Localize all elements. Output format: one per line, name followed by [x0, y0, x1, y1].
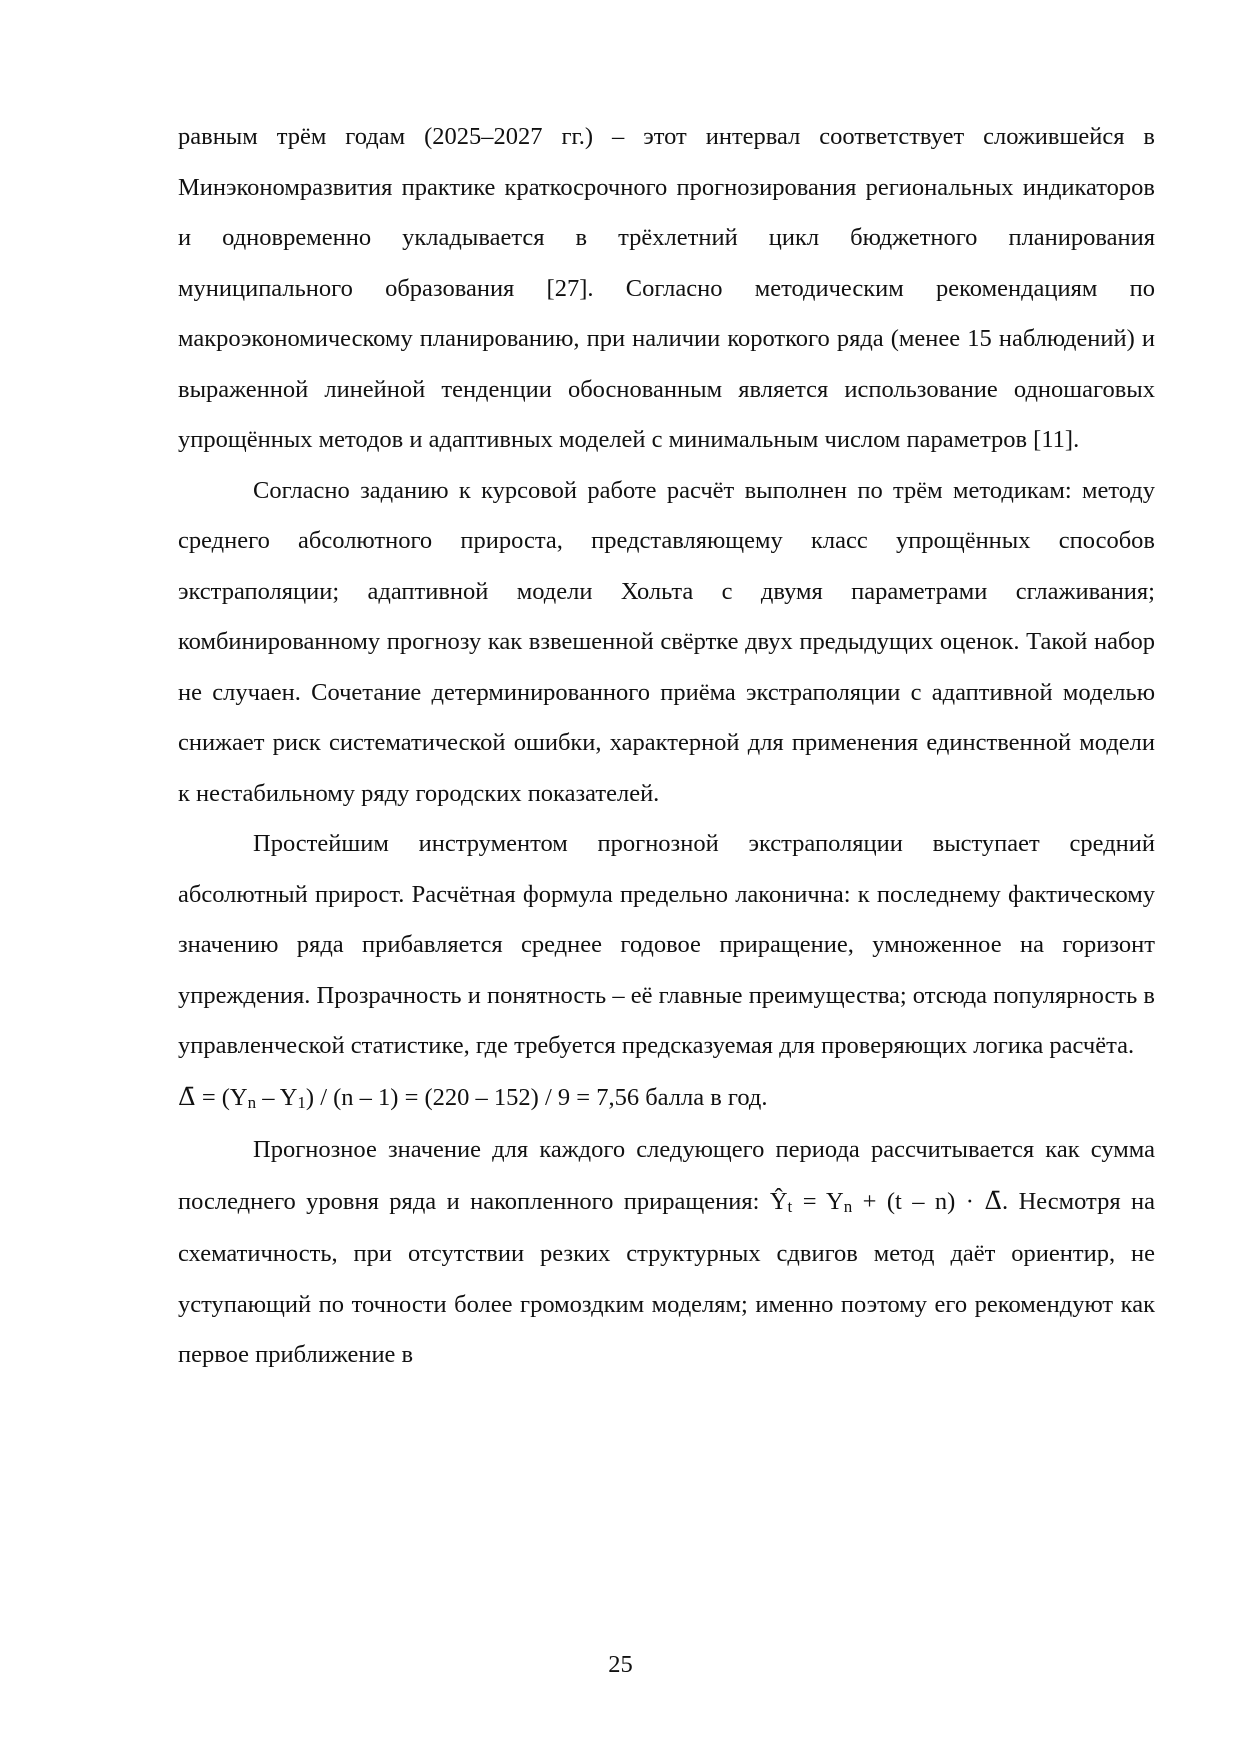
forecast-subscript: n [843, 1196, 853, 1216]
formula-average-growth [178, 1072, 1155, 1126]
paragraph-forecast-text: . Несмотря на схематичность, при отсутствии резких структурных сдвигов метод даёт ориентир, не уступающий по точности более громоздким моделям; именно поэтому его рекомендуют как первое приближение в [178, 1187, 1155, 1368]
paragraph-average-growth: Простейшим инструментом прогнозной экстраполяции выступает средний абсолютный прирост. Расчётная формула предельно лаконична: к последнему фактическому значению ряда прибавляется среднее годовое приращение, умноженное на горизонт упреждения. Прозрачность и понятность – её главные преимущества; отсюда популярность в управленческой статистике, где требуется предсказуемая для проверяющих логика расчёта. [178, 830, 1155, 1059]
paragraph-forecast [178, 1125, 1155, 1381]
formula-subscript: 1 [297, 1092, 306, 1112]
formula-subscript: n [247, 1092, 257, 1112]
forecast-subscript: t [787, 1196, 793, 1216]
page-number: 25 [608, 1651, 633, 1678]
paragraph-forecast-text: + (t – n) · [852, 1187, 985, 1215]
paragraph-forecast-text: Прогнозное значение для каждого следующего периода рассчитывается как сумма последнего уровня ряда и накопленного приращения: Ŷ [178, 1136, 1155, 1215]
formula-part: – Y [256, 1083, 298, 1111]
formula-part: ) / (n – 1) = (220 – 152) / 9 = 7,56 балла в год. [305, 1083, 768, 1111]
document-page [178, 112, 1155, 1381]
paragraph-intro: равным трём годам (2025–2027 гг.) – этот интервал соответствует сложившейся в Минэкономразвития практике краткосрочного прогнозирования региональных индикаторов и одновременно укладывается в трёхлетний цикл бюджетного планирования муниципального образования [27]. Согласно методическим рекомендациям по макроэкономическому планированию, при наличии короткого ряда (менее 15 наблюдений) и выраженной линейной тенденции обоснованным является использование одношаговых упрощённых методов и адаптивных моделей с минимальным числом параметров [11]. [178, 123, 1155, 453]
delta-symbol: Δ̄ [178, 1081, 196, 1111]
paragraph-methods: Согласно заданию к курсовой работе расчёт выполнен по трём методикам: методу среднего абсолютного прироста, представляющему класс упрощённых способов экстраполяции; адаптивной модели Хольта с двумя параметрами сглаживания; комбинированному прогнозу как взвешенной свёртке двух предыдущих оценок. Такой набор не случаен. Сочетание детерминированного приёма экстраполяции с адаптивной моделью снижает риск систематической ошибки, характерной для применения единственной модели к нестабильному ряду городских показателей. [178, 476, 1155, 807]
paragraph-forecast-text: = Y [792, 1187, 844, 1215]
delta-symbol: Δ̄ [984, 1185, 1003, 1215]
formula-part: = (Y [195, 1083, 248, 1111]
